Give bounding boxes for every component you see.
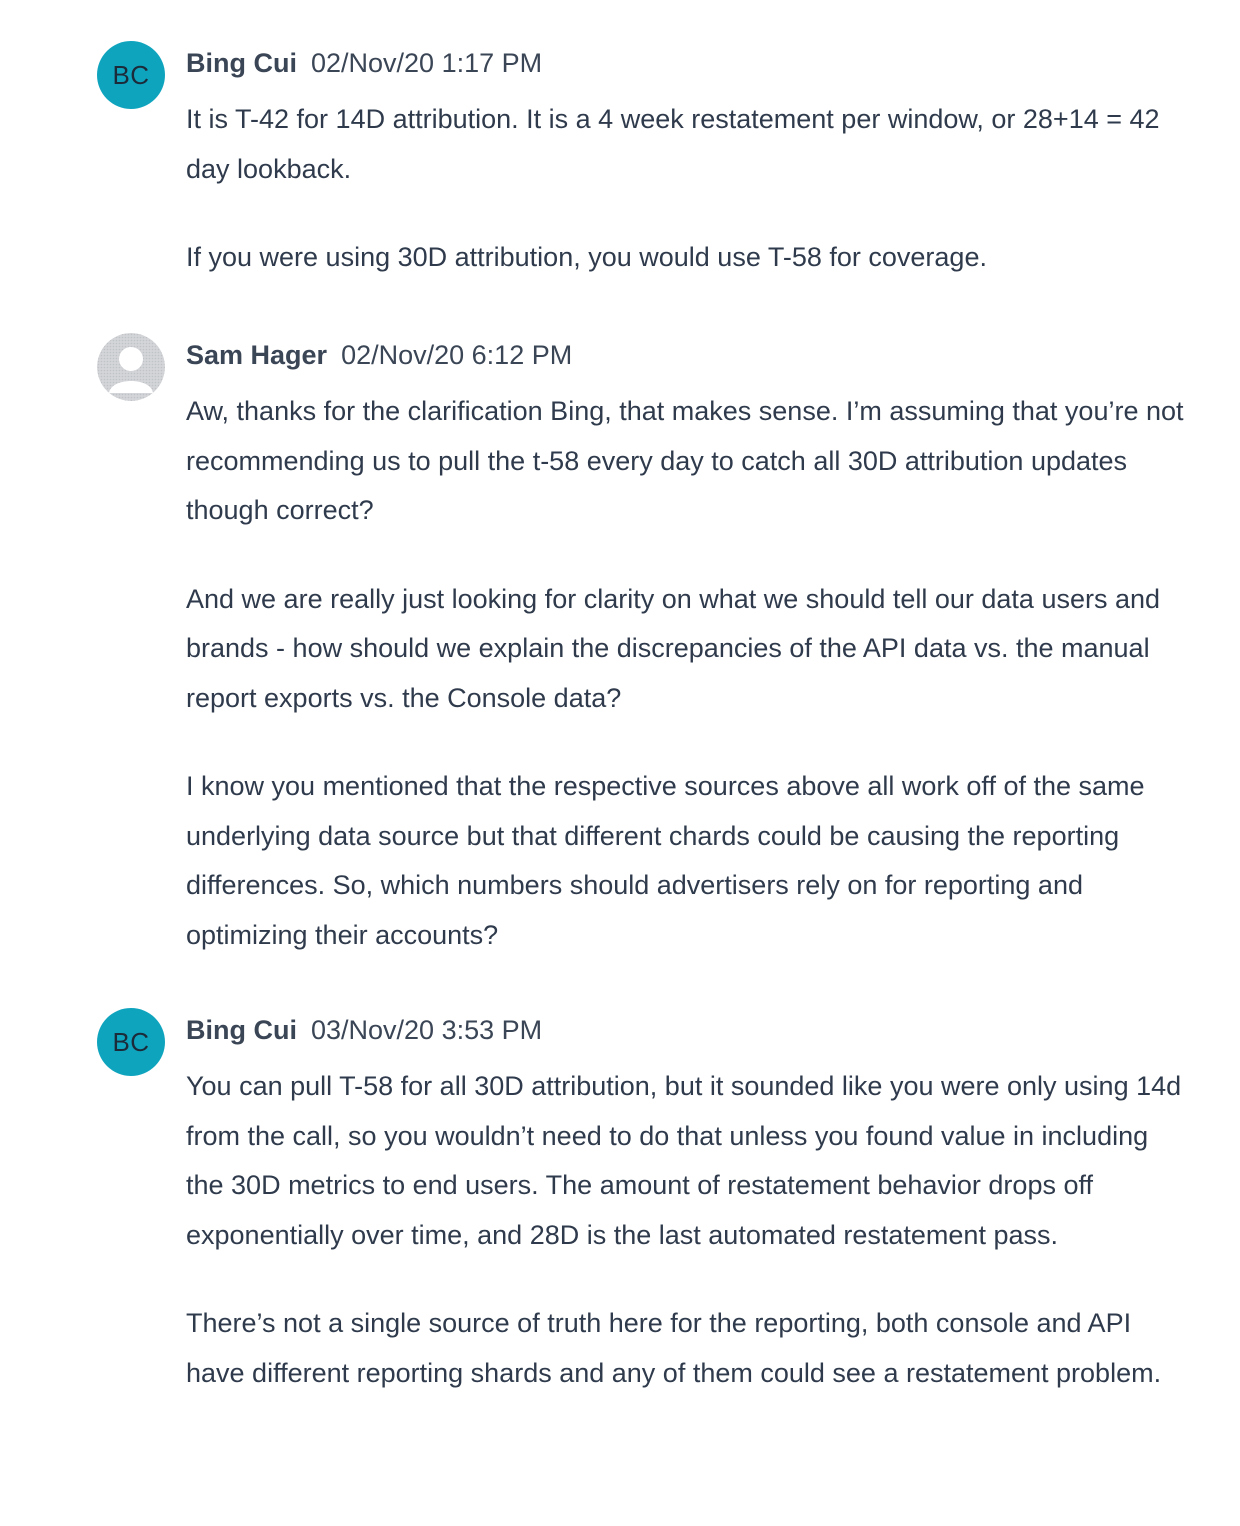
comment-paragraph: Aw, thanks for the clarification Bing, that makes sense. I’m assuming that you’re not recommending us to pull the t-58 every day to catch all 30D attribution updates though correct? [186,396,1184,525]
comment-timestamp[interactable]: 02/Nov/20 1:17 PM [310,48,543,78]
comment-body [186,1062,1186,1398]
avatar[interactable] [97,41,165,109]
comment-paragraph: And we are really just looking for clarity on what we should tell our data users and brands - how should we explain the discrepancies of the API data vs. the manual report exports vs. the Console data? [186,583,1161,713]
user-silhouette-icon [97,333,165,401]
comment-paragraph: I know you mentioned that the respective sources above all work off of the same underlying data source but that different chards could be causing the reporting differences. So, which numbers should advertisers rely on for reporting and optimizing their accounts? [186,771,1145,950]
author-name[interactable]: Bing Cui [186,48,297,78]
avatar-initials: BC [112,1026,150,1057]
author-name[interactable]: Bing Cui [186,1015,297,1045]
comment-header [186,338,572,372]
author-name[interactable]: Sam Hager [186,340,328,370]
comment-header [186,1013,542,1047]
comment-body [186,387,1186,960]
comment-header [186,46,542,80]
comment-paragraph: There’s not a single source of truth here for the reporting, both console and API have different reporting shards and any of them could see a restatement problem. [186,1308,1162,1388]
comment-paragraph: It is T-42 for 14D attribution. It is a 4 week restatement per window, or 28+14 = 42 day lookback. [186,104,1160,184]
avatar-initials: BC [112,59,150,90]
comment-paragraph: If you were using 30D attribution, you would use T-58 for coverage. [186,242,987,272]
comment-paragraph: You can pull T-58 for all 30D attribution, but it sounded like you were only using 14d from the call, so you wouldn’t need to do that unless you found value in including the 30D metrics to end users. The amount of restatement behavior drops off exponentially over time, and 28D is the last automated restatement pass. [186,1071,1182,1250]
comment-body [186,95,1186,283]
comment-timestamp[interactable]: 02/Nov/20 6:12 PM [341,340,573,370]
default-user-avatar[interactable] [97,333,165,401]
avatar[interactable] [97,1008,165,1076]
comment-timestamp[interactable]: 03/Nov/20 3:53 PM [310,1015,543,1045]
